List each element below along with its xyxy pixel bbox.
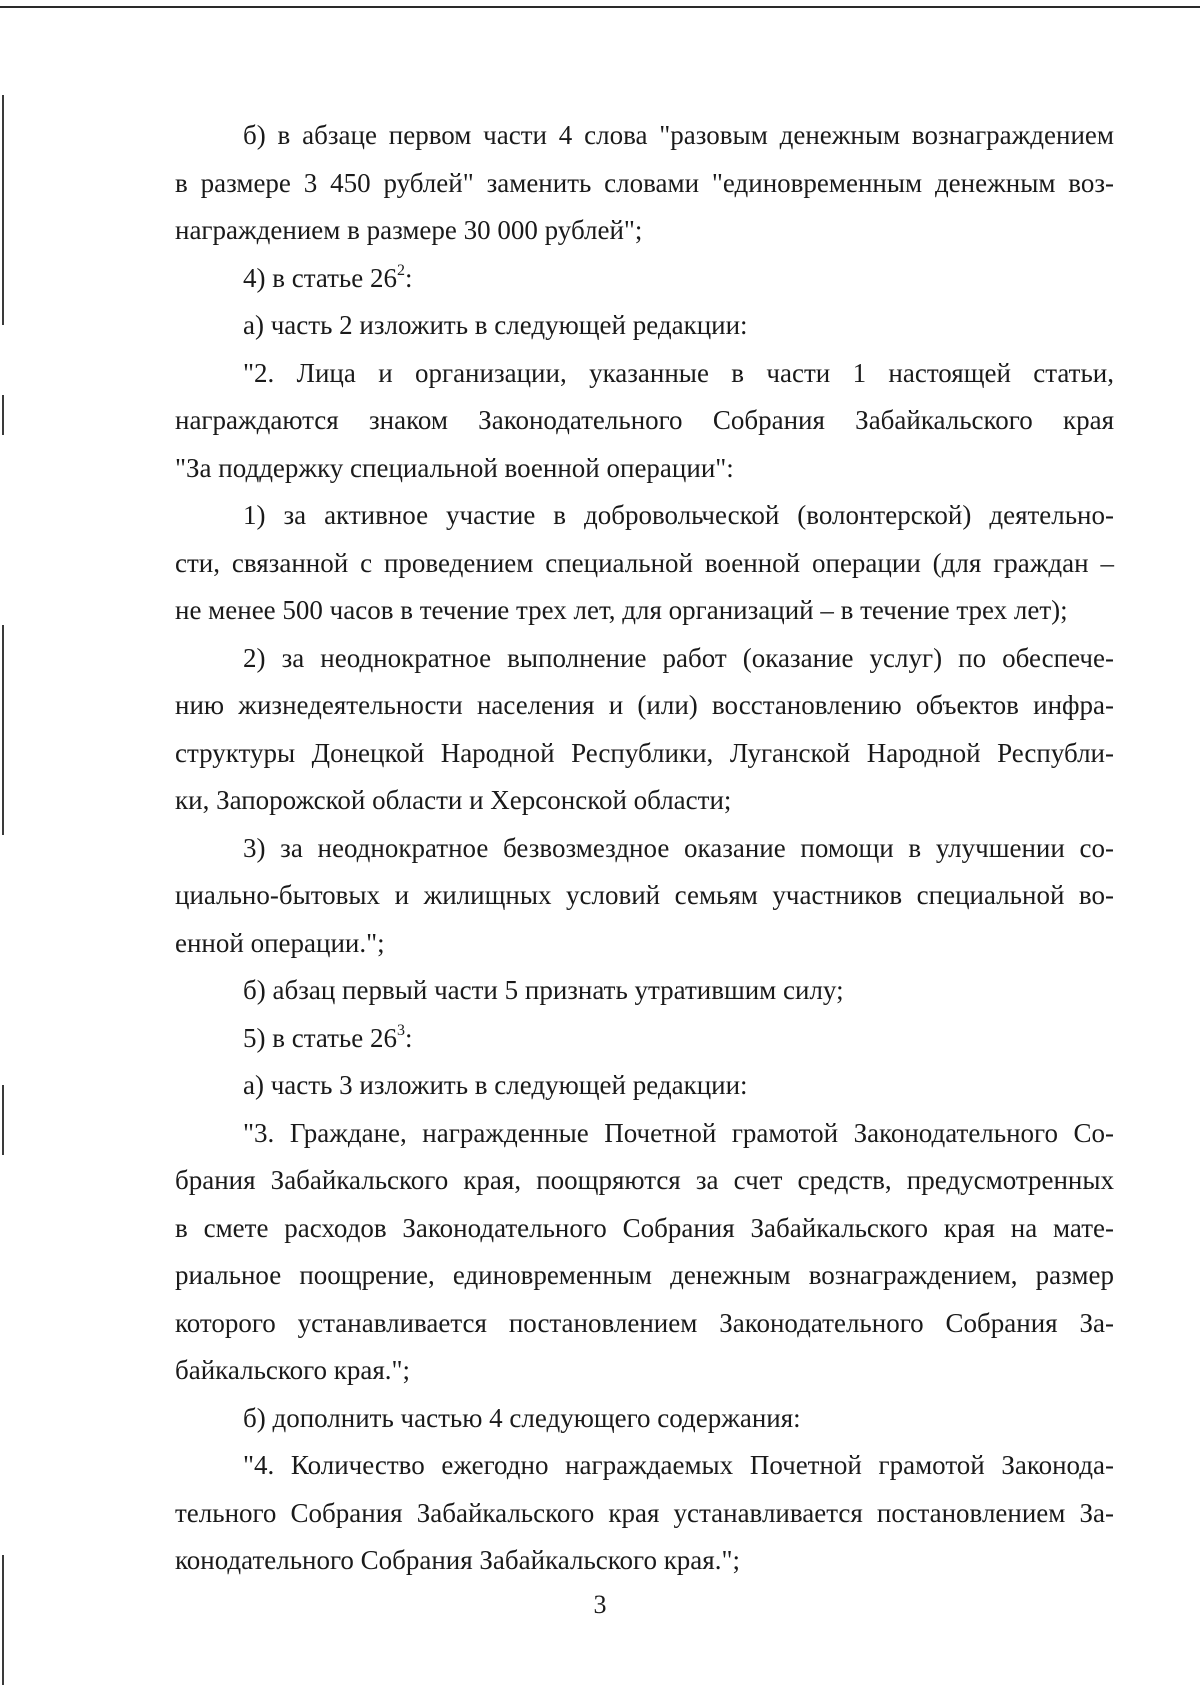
scan-margin-mark <box>2 395 4 435</box>
scan-margin-mark <box>2 735 4 835</box>
paragraph-article-26-2 <box>175 255 1114 303</box>
scan-edge-line <box>0 6 1200 8</box>
article-superscript: 3 <box>396 1021 405 1039</box>
text-line: а) часть 3 изложить в следующей редакции: <box>243 1070 748 1100</box>
paragraph-item-2 <box>175 635 1114 825</box>
article-superscript: 2 <box>396 261 405 279</box>
paragraph-quoted-part2 <box>175 350 1114 493</box>
paragraph-item-1 <box>175 492 1114 635</box>
text-line: риальное поощрение, единовременным денежным вознаграждением, размер <box>175 1260 1114 1290</box>
text-line: награждаются знаком Законодательного Собрания Забайкальского края <box>175 405 1114 435</box>
text-line: 2) за неоднократное выполнение работ (оказание услуг) по обеспече- <box>243 642 1114 673</box>
text-line: циально-бытовых и жилищных условий семьям участников специальной во- <box>175 880 1114 910</box>
paragraph-item-3 <box>175 825 1114 968</box>
text-line: 1) за активное участие в добровольческой (волонтерской) деятельно- <box>243 500 1114 530</box>
article-ref: 5) в статье 26 <box>243 1022 397 1053</box>
paragraph-amendment-a-part3 <box>175 1062 1114 1110</box>
scan-margin-mark <box>2 1555 4 1685</box>
article-ref-suffix: : <box>404 1022 413 1053</box>
text-line <box>175 1015 1114 1063</box>
text-line: нию жизнедеятельности населения и (или) восстановлению объектов инфра- <box>175 690 1114 720</box>
paragraph-amendment-b-part5 <box>175 967 1114 1015</box>
text-line: а) часть 2 изложить в следующей редакции: <box>243 310 748 340</box>
document-body <box>175 112 1114 1585</box>
article-ref-suffix: : <box>404 262 413 293</box>
text-line: б) абзац первый части 5 признать утратившим силу; <box>243 975 844 1005</box>
paragraph-article-26-3 <box>175 1015 1114 1063</box>
paragraph-quoted-part4 <box>175 1442 1114 1585</box>
scan-margin-mark <box>2 1085 4 1155</box>
text-line: тельного Собрания Забайкальского края устанавливается постановлением За- <box>175 1497 1114 1528</box>
scan-margin-mark <box>2 95 4 325</box>
text-line: б) дополнить частью 4 следующего содержания: <box>243 1402 801 1433</box>
text-line: структуры Донецкой Народной Республики, Луганской Народной Республи- <box>175 737 1114 768</box>
text-line: в размере 3 450 рублей" заменить словами "единовременным денежным воз- <box>175 167 1114 198</box>
text-line: енной операции."; <box>175 927 385 958</box>
paragraph-amendment-b-part4 <box>175 112 1114 255</box>
paragraph-quoted-part3 <box>175 1110 1114 1395</box>
paragraph-amendment-b-add-part4 <box>175 1395 1114 1443</box>
text-line: байкальского края."; <box>175 1355 411 1385</box>
text-line: награждением в размере 30 000 рублей"; <box>175 215 643 245</box>
text-line: "4. Количество ежегодно награждаемых Почетной грамотой Законода- <box>243 1450 1114 1480</box>
text-line: в смете расходов Законодательного Собрания Забайкальского края на мате- <box>175 1212 1114 1243</box>
text-line: брания Забайкальского края, поощряются за счет средств, предусмотренных <box>175 1165 1114 1195</box>
text-line: ки, Запорожской области и Херсонской области; <box>175 785 732 815</box>
text-line: "2. Лица и организации, указанные в части 1 настоящей статьи, <box>243 357 1114 388</box>
text-line: "3. Граждане, награжденные Почетной грамотой Законодательного Со- <box>243 1117 1114 1148</box>
text-line: "За поддержку специальной военной операции": <box>175 452 734 483</box>
text-line <box>175 255 1114 303</box>
text-line: сти, связанной с проведением специальной военной операции (для граждан – <box>175 547 1114 578</box>
text-line: б) в абзаце первом части 4 слова "разовым денежным вознаграждением <box>243 120 1114 150</box>
text-line: конодательного Собрания Забайкальского края."; <box>175 1545 740 1575</box>
text-line: 3) за неоднократное безвозмездное оказание помощи в улучшении со- <box>243 832 1114 863</box>
text-line: которого устанавливается постановлением Законодательного Собрания За- <box>175 1307 1114 1338</box>
paragraph-amendment-a-part2 <box>175 302 1114 350</box>
article-ref: 4) в статье 26 <box>243 262 397 293</box>
text-line: не менее 500 часов в течение трех лет, для организаций – в течение трех лет); <box>175 595 1068 625</box>
scan-margin-mark <box>2 625 4 745</box>
page-number: 3 <box>593 1590 607 1619</box>
